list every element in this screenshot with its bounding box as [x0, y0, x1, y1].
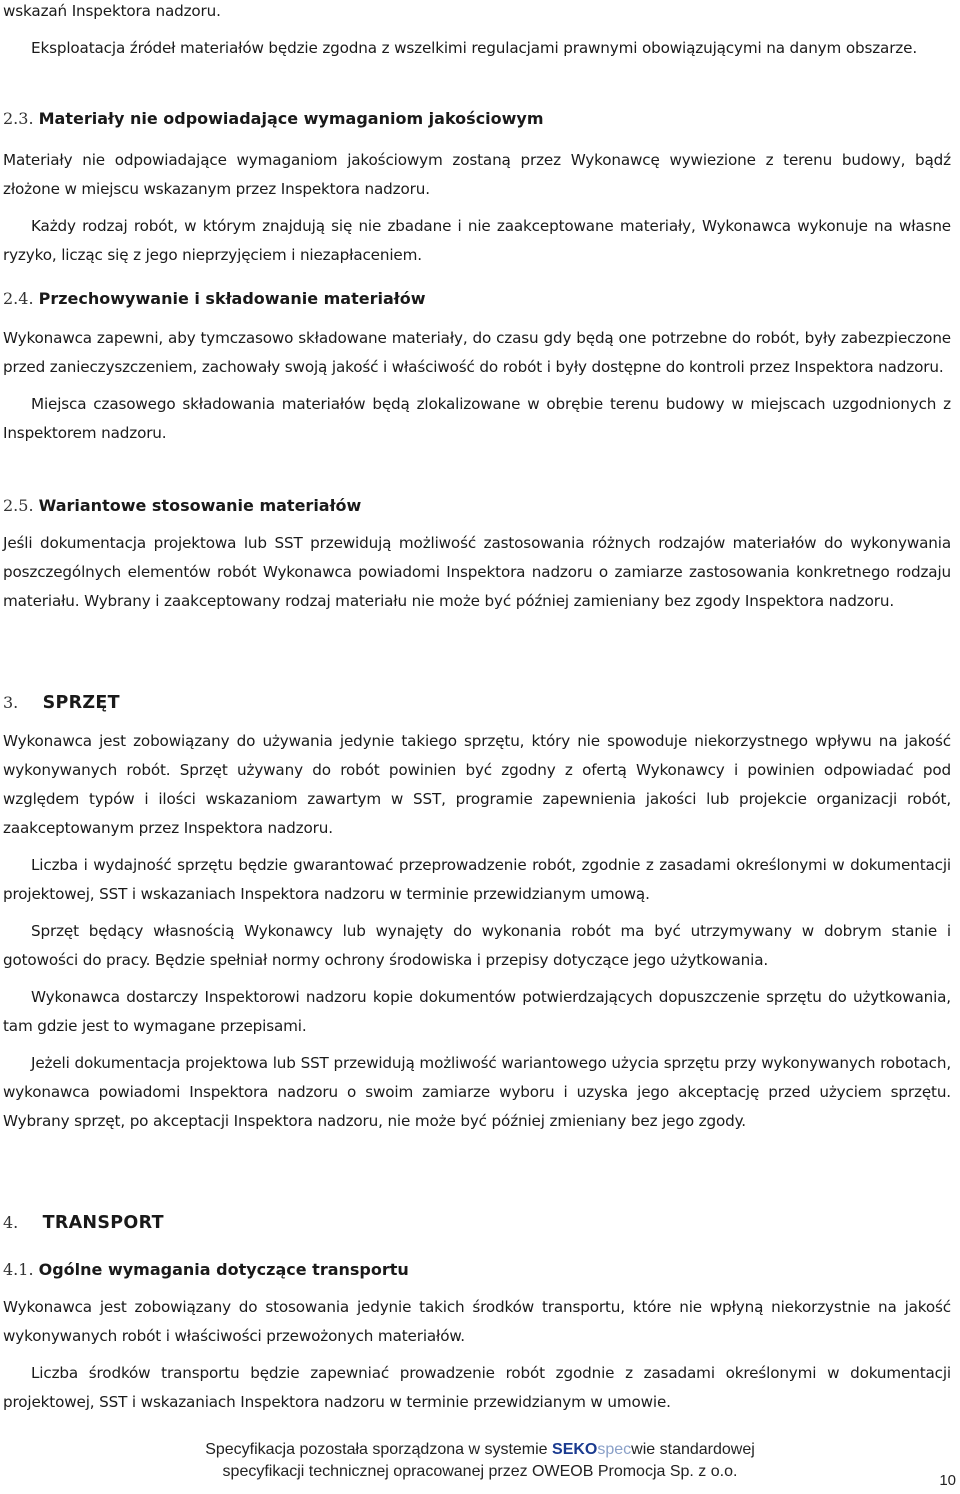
footer-line-1	[0, 1439, 960, 1461]
section-heading	[3, 1211, 951, 1235]
section-heading	[3, 107, 951, 131]
paragraph: Wykonawca dostarczy Inspektorowi nadzoru kopie dokumentów potwierdzających dopuszczenie sprzętu do użytkowania, tam gdzie jest to wymagane przepisami.	[3, 988, 951, 1035]
section-2-3-body	[3, 146, 951, 270]
paragraph: Miejsca czasowego składowania materiałów będą zlokalizowane w obrębie terenu budowy w miejscach uzgodnionych z Inspektorem nadzoru.	[3, 395, 951, 442]
brand-logo-seko: SEKO	[552, 1441, 598, 1458]
section-2-5	[3, 494, 951, 518]
section-number: 2.3.	[3, 109, 34, 128]
footer-line-2: specyfikacji technicznej opracowanej przez OWEOB Promocja Sp. z o.o.	[222, 1463, 738, 1480]
section-4	[3, 1211, 951, 1235]
paragraph: Liczba i wydajność sprzętu będzie gwarantować przeprowadzenie robót, zgodnie z zasadami określonymi w dokumentacji projektowej, SST i wskazaniach Inspektora nadzoru w terminie przewidzianym umową.	[3, 856, 951, 903]
paragraph: Wykonawca jest zobowiązany do używania jedynie takiego sprzętu, który nie spowoduje niekorzystnego wpływu na jakość wykonywanych robót. Sprzęt używany do robót powinien być zgodny z ofertą Wykonawcy i powinien odpowiadać pod względem typów i ilości wskazaniom zawartym w SST, programie zapewnienia jakości lub projekcie organizacji robót, zaakceptowanym przez Inspektora nadzoru.	[3, 732, 951, 837]
section-heading	[3, 1258, 951, 1282]
page-number: 10	[939, 1472, 956, 1489]
section-number: 4.	[3, 1213, 19, 1232]
section-number: 4.1.	[3, 1260, 34, 1279]
section-heading	[3, 287, 951, 311]
paragraph: Materiały nie odpowiadające wymaganiom jakościowym zostaną przez Wykonawcę wywiezione z terenu budowy, bądź złożone w miejscu wskazanym przez Inspektora nadzoru.	[3, 151, 951, 198]
section-number: 3.	[3, 693, 19, 712]
section-title: Ogólne wymagania dotyczące transportu	[38, 1260, 409, 1279]
brand-logo-spec: spec	[597, 1441, 632, 1458]
section-2-4-body	[3, 324, 951, 448]
section-title: TRANSPORT	[42, 1213, 164, 1233]
paragraph: Eksploatacja źródeł materiałów będzie zgodna z wszelkimi regulacjami prawnymi obowiązującymi na danym obszarze.	[31, 39, 917, 57]
footer-text: wie standardowej	[631, 1441, 755, 1458]
section-2-3	[3, 107, 951, 131]
section-2-4	[3, 287, 951, 311]
paragraph: Jeśli dokumentacja projektowa lub SST przewidują możliwość zastosowania różnych rodzajów materiałów do wykonywania poszczególnych elementów robót Wykonawca powiadomi Inspektora nadzoru o zamiarze zastosowania konkretnego rodzaju materiału. Wybrany i zaakceptowany rodzaj materiału nie może być później zamieniany bez zgody Inspektora nadzoru.	[3, 534, 951, 610]
paragraph: Wykonawca jest zobowiązany do stosowania jedynie takich środków transportu, które nie wpłyną niekorzystnie na jakość wykonywanych robót i właściwości przewożonych materiałów.	[3, 1298, 951, 1345]
section-4-1	[3, 1258, 951, 1282]
paragraph: wskazań Inspektora nadzoru.	[3, 2, 221, 20]
section-4-1-body	[3, 1293, 951, 1417]
paragraph: Liczba środków transportu będzie zapewniać prowadzenie robót zgodnie z zasadami określonymi w dokumentacji projektowej, SST i wskazaniach Inspektora nadzoru w terminie przewidzianym w umowie.	[3, 1364, 951, 1411]
paragraph: Wykonawca zapewni, aby tymczasowo składowane materiały, do czasu gdy będą one potrzebne do robót, były zabezpieczone przed zanieczyszczeniem, zachowały swoją jakość i właściwość do robót i były dostępne do kontroli przez Inspektora nadzoru.	[3, 329, 951, 376]
section-2-5-body	[3, 529, 951, 616]
paragraph: Jeżeli dokumentacja projektowa lub SST przewidują możliwość wariantowego użycia sprzętu przy wykonywanych robotach, wykonawca powiadomi Inspektora nadzoru o swoim zamiarze wyboru i uzyska jego akceptację przed użyciem sprzętu. Wybrany sprzęt, po akceptacji Inspektora nadzoru, nie może być później zmieniany bez jego zgody.	[3, 1054, 951, 1130]
section-3	[3, 691, 951, 715]
section-title: Przechowywanie i składowanie materiałów	[38, 289, 426, 308]
section-title: SPRZĘT	[42, 693, 120, 713]
section-title: Wariantowe stosowanie materiałów	[38, 496, 362, 515]
paragraph: Sprzęt będący własnością Wykonawcy lub wynajęty do wykonania robót ma być utrzymywany w dobrym stanie i gotowości do pracy. Będzie spełniał normy ochrony środowiska i przepisy dotyczące jego użytkowania.	[3, 922, 951, 969]
section-3-body	[3, 727, 951, 1136]
section-heading	[3, 691, 951, 715]
section-2-2-continuation	[3, 0, 951, 63]
paragraph: Każdy rodzaj robót, w którym znajdują się nie zbadane i nie zaakceptowane materiały, Wykonawca wykonuje na własne ryzyko, licząc się z jego nieprzyjęciem i niezapłaceniem.	[3, 217, 951, 264]
footer-text: Specyfikacja pozostała sporządzona w systemie	[205, 1441, 553, 1458]
section-number: 2.4.	[3, 289, 34, 308]
section-title: Materiały nie odpowiadające wymaganiom jakościowym	[38, 109, 544, 128]
section-number: 2.5.	[3, 496, 34, 515]
footer	[0, 1439, 960, 1483]
section-heading	[3, 494, 951, 518]
